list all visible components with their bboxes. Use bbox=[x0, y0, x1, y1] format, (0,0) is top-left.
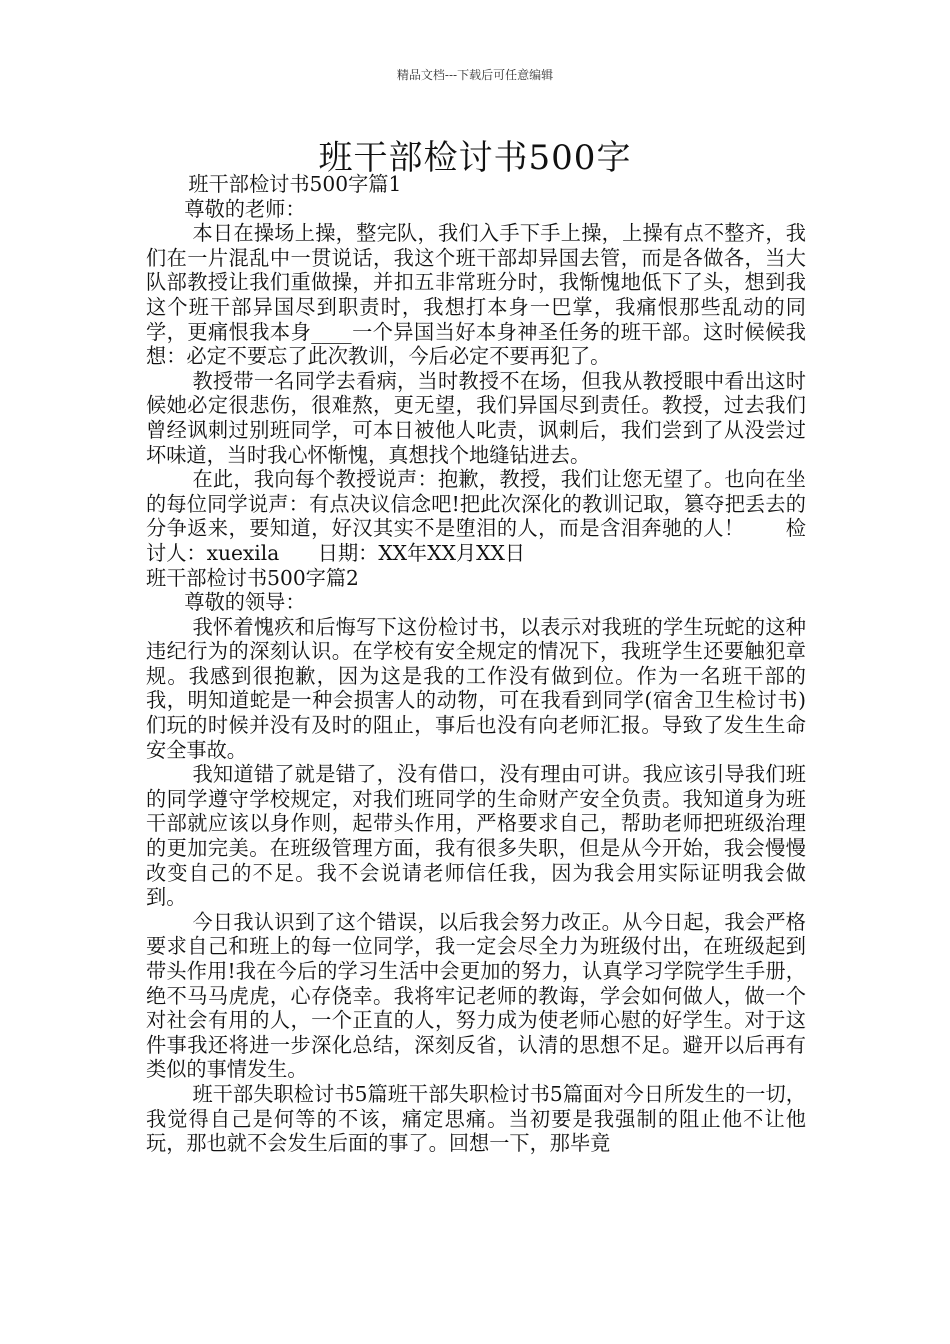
section2-heading: 班干部检讨书500字篇2 bbox=[146, 565, 359, 590]
section1-heading: 班干部检讨书500字篇1 bbox=[188, 172, 402, 196]
section1-salutation: 尊敬的老师： bbox=[184, 196, 306, 221]
section1-paragraph: 本日在操场上操，整完队，我们入手下手上操，上操有点不整齐，我们在一片混乱中一贯说话，我这个班干部却异国去管，而是各做各，当大队部教授让我们重做操，并扣五非常班分时，我惭愧地低下了头，想到我这个班干部异国尽到职责时，我想打本身一巴掌，我痛恨那些乱动的同学，更痛恨我本身____一个异国当好本身神圣任务的班干部。这时候候我想：必定不要忘了此次教训，今后必定不要再犯了。 bbox=[146, 221, 806, 369]
date-label: 日期：XX年XX月XX日 bbox=[317, 540, 526, 565]
section2-paragraph: 班干部失职检讨书5篇班干部失职检讨书5篇面对今日所发生的一切，我觉得自己是何等的不该，痛定思痛。当初要是我强制的阻止他不让他玩，那也就不会发生后面的事了。回想一下，那毕竟 bbox=[146, 1081, 806, 1156]
section2-paragraph: 我知道错了就是错了，没有借口，没有理由可讲。我应该引导我们班的同学遵守学校规定，对我们班同学的生命财产安全负责。我知道身为班干部就应该以身作则，起带头作用，严格要求自己，帮助老师把班级治理的更加完美。在班级管理方面，我有很多失职，但是从今开始，我会慢慢改变自己的不足。我不会说请老师信任我，因为我会用实际证明我会做到。 bbox=[146, 762, 806, 910]
section1-closing-text: 在此，我向每个教授说声：抱歉，教授，我们让您无望了。也向在坐的每位同学说声：有点决议信念吧!把此次深化的教训记取，篡夺把丢去的分争返来，要知道，好汉其实不是堕泪的人，而是含泪奔驰的人！ bbox=[146, 467, 806, 541]
section1-paragraph: 教授带一名同学去看病，当时教授不在场，但我从教授眼中看出这时候她必定很悲伤，很难熬，更无望，我们异国尽到责任。教授，过去我们曾经讽刺过别班同学，可本日被他人叱责，讽刺后，我们尝到了从没尝过坏味道，当时我心怀惭愧，真想找个地缝钻进去。 bbox=[146, 368, 806, 467]
page-header: 精品文档---下载后可任意编辑 bbox=[396, 68, 554, 82]
signature-label: 检讨人：xuexila bbox=[146, 516, 806, 565]
section2-salutation: 尊敬的领导： bbox=[184, 590, 306, 615]
document-body bbox=[146, 172, 806, 1156]
section2-paragraph: 我怀着愧疚和后悔写下这份检讨书，以表示对我班的学生玩蛇的这种违纪行为的深刻认识。在学校有安全规定的情况下，我班学生还要触犯章规。我感到很抱歉，因为这是我的工作没有做到位。作为一名班干部的我，明知道蛇是一种会损害人的动物，可在我看到同学(宿舍卫生检讨书)们玩的时候并没有及时的阻止，事后也没有向老师汇报。导致了发生生命安全事故。 bbox=[146, 614, 806, 762]
document-title: 班干部检讨书500字 bbox=[318, 138, 632, 178]
section2-paragraph: 今日我认识到了这个错误，以后我会努力改正。从今日起，我会严格要求自己和班上的每一位同学，我一定会尽全力为班级付出，在班级起到带头作用!我在今后的学习生活中会更加的努力，认真学习学院学生手册，绝不马马虎虎，心存侥幸。我将牢记老师的教诲，学会如何做人，做一个对社会有用的人，一个正直的人，努力成为使老师心慰的好学生。对于这件事我还将进一步深化总结，深刻反省，认清的思想不足。避开以后再有类似的事情发生。 bbox=[146, 909, 806, 1082]
section1-paragraph bbox=[146, 467, 806, 565]
